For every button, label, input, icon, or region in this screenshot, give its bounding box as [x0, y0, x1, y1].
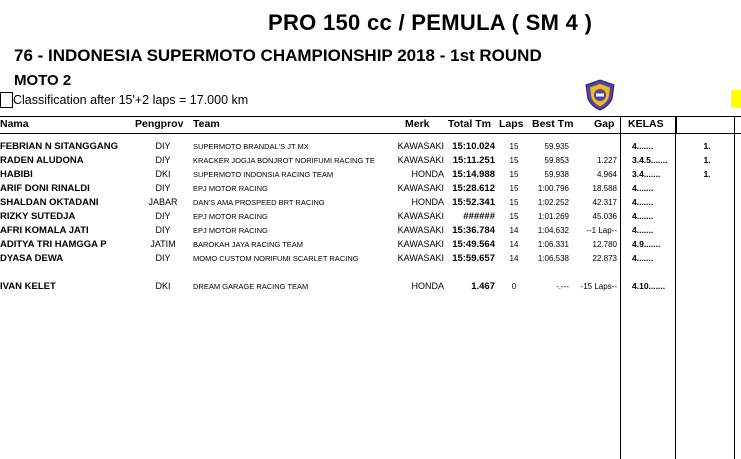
table-header — [0, 116, 741, 133]
rider-kelas: 4.10....... — [632, 281, 666, 291]
rider-position: 1. — [703, 169, 711, 179]
rider-total-time: 15:36.784 — [452, 225, 495, 236]
header-nama: Nama — [0, 118, 29, 130]
header-bottom-border — [0, 133, 741, 134]
table-row — [0, 197, 741, 211]
table-row — [0, 253, 741, 267]
rider-team: EPJ MOTOR RACING — [193, 212, 268, 221]
rider-merk: KAWASAKI — [397, 239, 444, 249]
checkbox[interactable] — [0, 92, 13, 108]
rider-pengprov: DKI — [155, 281, 171, 291]
table-row — [0, 281, 741, 295]
rider-laps: 15 — [509, 212, 519, 221]
rider-merk: KAWASAKI — [397, 141, 444, 151]
rider-best-time: 1:01.269 — [537, 212, 569, 221]
rider-gap: 12.780 — [592, 240, 617, 249]
table-row — [0, 225, 741, 239]
table-row — [0, 155, 741, 169]
rider-total-time: 15:59.657 — [452, 253, 495, 264]
rider-kelas: 4....... — [632, 253, 654, 263]
header-pengprov: Pengprov — [135, 118, 184, 130]
header-kelas: KELAS — [628, 118, 664, 130]
rider-name: ARIF DONI RINALDI — [0, 183, 90, 194]
rider-name: RADEN ALUDONA — [0, 155, 84, 166]
rider-kelas: 3.4.5....... — [632, 155, 668, 165]
rider-gap: 42.317 — [592, 198, 617, 207]
rider-best-time: 59.853 — [544, 156, 569, 165]
rider-name: FEBRIAN N SITANGGANG — [0, 141, 119, 152]
rider-gap: 18.588 — [592, 184, 617, 193]
rider-merk: KAWASAKI — [397, 183, 444, 193]
rider-total-time: 15:10.024 — [452, 141, 495, 152]
rider-team: KRACKER JOGJA BONJROT NORIFUMI RACING TE — [193, 156, 375, 165]
rider-best-time: 1:00.796 — [537, 184, 569, 193]
rider-kelas: 4....... — [632, 225, 654, 235]
table-row — [0, 183, 741, 197]
rider-best-time: -.--- — [556, 282, 569, 291]
rider-merk: KAWASAKI — [397, 211, 444, 221]
rider-merk: KAWASAKI — [397, 253, 444, 263]
rider-position: 1. — [703, 155, 711, 165]
rider-laps: 15 — [509, 198, 519, 207]
rider-best-time: 59.935 — [544, 142, 569, 151]
rider-total-time: 15:52.341 — [452, 197, 495, 208]
rider-kelas: 4....... — [632, 141, 654, 151]
rider-merk: KAWASAKI — [397, 225, 444, 235]
rider-merk: HONDA — [411, 169, 444, 179]
rider-team: DAN'S AMA PROSPEED BRT RACING — [193, 198, 325, 207]
rider-laps: 14 — [509, 226, 519, 235]
header-team: Team — [193, 118, 220, 130]
class-title: MOTO 2 — [14, 72, 72, 89]
rider-pengprov: DIY — [155, 225, 171, 235]
header-gap: Gap — [594, 118, 615, 130]
table-row — [0, 211, 741, 225]
rider-laps: 15 — [509, 156, 519, 165]
table-row — [0, 239, 741, 253]
event-title: 76 - INDONESIA SUPERMOTO CHAMPIONSHIP 2018 - 1st ROUND — [14, 46, 542, 65]
rider-pengprov: DIY — [155, 211, 171, 221]
rider-merk: HONDA — [411, 281, 444, 291]
rider-merk: KAWASAKI — [397, 155, 444, 165]
rider-best-time: 1:04.632 — [537, 226, 569, 235]
rider-gap: 45.036 — [592, 212, 617, 221]
rider-gap: -15 Laps-- — [580, 282, 617, 291]
club-emblem-icon — [584, 79, 616, 111]
rider-kelas: 4.9....... — [632, 239, 661, 249]
rider-name: ADITYA TRI HAMGGA P — [0, 239, 107, 250]
rider-best-time: 1:06.331 — [537, 240, 569, 249]
rider-total-time: ###### — [463, 211, 495, 222]
rider-team: EPJ MOTOR RACING — [193, 184, 268, 193]
header-laps: Laps — [499, 118, 524, 130]
rider-kelas: 3.4....... — [632, 169, 661, 179]
rider-position: 1. — [703, 141, 711, 151]
rider-laps: 15 — [509, 142, 519, 151]
rider-total-time: 15:11.251 — [452, 155, 495, 166]
rider-pengprov: DIY — [155, 183, 171, 193]
rider-total-time: 15:49.564 — [452, 239, 495, 250]
rider-laps: 15 — [509, 184, 519, 193]
highlight-marker — [731, 90, 741, 108]
rider-name: RIZKY SUTEDJA — [0, 211, 76, 222]
rider-total-time: 15:14.988 — [452, 169, 495, 180]
rider-pengprov: DIY — [155, 155, 171, 165]
rider-gap: 4.964 — [596, 170, 617, 179]
rider-team: SUPERMOTO BRANDAL'S JT MX — [193, 142, 309, 151]
rider-laps: 14 — [509, 240, 519, 249]
rider-name: AFRI KOMALA JATI — [0, 225, 89, 236]
table-row — [0, 169, 741, 183]
rider-team: SUPERMOTO INDONSIA RACING TEAM — [193, 170, 334, 179]
rider-name: SHALDAN OKTADANI — [0, 197, 99, 208]
rider-kelas: 4....... — [632, 197, 654, 207]
rider-pengprov: DKI — [155, 169, 171, 179]
rider-best-time: 1:02.252 — [537, 198, 569, 207]
rider-best-time: 59.938 — [544, 170, 569, 179]
rider-total-time: 1.467 — [471, 281, 495, 292]
rider-pengprov: DIY — [155, 141, 171, 151]
rider-best-time: 1:06.538 — [537, 254, 569, 263]
rider-merk: HONDA — [411, 197, 444, 207]
header-merk: Merk — [405, 118, 430, 130]
rider-gap: 1.227 — [596, 156, 617, 165]
rider-gap: 22.873 — [592, 254, 617, 263]
rider-laps: 14 — [509, 254, 519, 263]
table-row — [0, 141, 741, 155]
rider-team: MOMO CUSTOM NORIFUMI SCARLET RACING — [193, 254, 359, 263]
header-total: Total Tm — [448, 118, 491, 130]
rider-name: HABIBI — [0, 169, 33, 180]
rider-gap: --1 Lap-- — [586, 226, 617, 235]
rider-kelas: 4....... — [632, 211, 654, 221]
rider-pengprov: JATIM — [150, 239, 176, 249]
rider-team: DREAM GARAGE RACING TEAM — [193, 282, 309, 291]
rider-pengprov: JABAR — [148, 197, 178, 207]
rider-name: DYASA DEWA — [0, 253, 64, 264]
rider-pengprov: DIY — [155, 253, 171, 263]
rider-name: IVAN KELET — [0, 281, 56, 292]
rider-team: BAROKAH JAYA RACING TEAM — [193, 240, 304, 249]
rider-team: EPJ MOTOR RACING — [193, 226, 268, 235]
rider-kelas: 4....... — [632, 183, 654, 193]
rider-total-time: 15:28.612 — [452, 183, 495, 194]
rider-laps: 0 — [511, 282, 517, 291]
classification-info: Classification after 15'+2 laps = 17.000 km — [13, 93, 249, 107]
page-title: PRO 150 cc / PEMULA ( SM 4 ) — [268, 10, 593, 35]
header-best: Best Tm — [532, 118, 574, 130]
rider-laps: 15 — [509, 170, 519, 179]
